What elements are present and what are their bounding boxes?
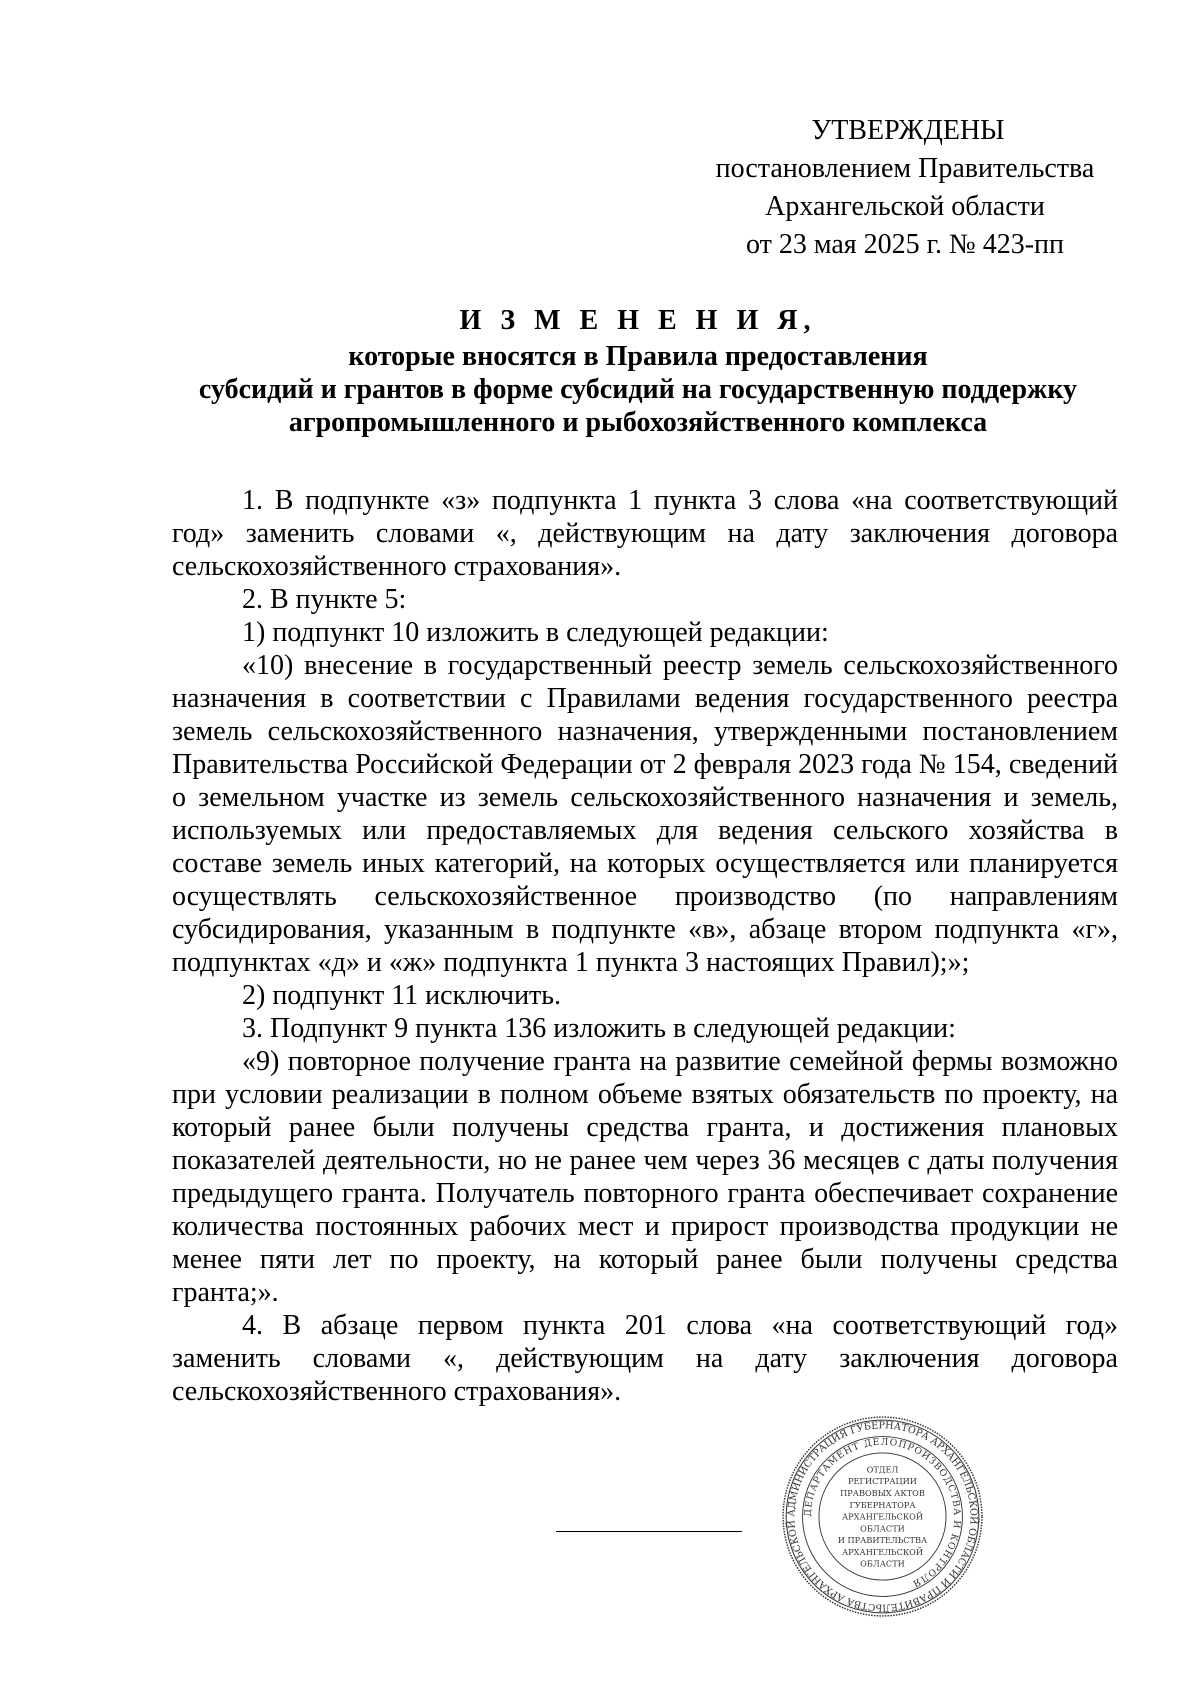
paragraph-quote-9: «9) повторное получение гранта на развитие семейной фермы возможно при условии реализации в полном объеме взятых обязательств по проекту, на который ранее были получены средства гранта, и достижения плановых показателей деятельности, но не ранее чем через 36 месяцев с даты получения предыдущего гранта. Получатель повторного гранта обеспечивает сохранение количества постоянных рабочих мест и прирост производства продукции не менее пяти лет по проекту, на который ранее были получены средства гранта;». bbox=[172, 1046, 1118, 1308]
seal-center-line: АРХАНГЕЛЬСКОЙ bbox=[841, 1511, 924, 1522]
seal-center-line: РЕГИСТРАЦИИ bbox=[848, 1476, 917, 1487]
approval-line: Архангельской области bbox=[765, 191, 1045, 222]
signature-line bbox=[556, 1531, 742, 1532]
paragraph-item-3: 3. Подпункт 9 пункта 136 изложить в следующей редакции: bbox=[242, 1013, 956, 1044]
official-seal bbox=[780, 1414, 985, 1619]
approval-line: постановлением Правительства bbox=[715, 153, 1095, 184]
seal-center-line: И ПРАВИТЕЛЬСТВА bbox=[837, 1535, 928, 1546]
seal-center-line: АРХАНГЕЛЬСКОЙ bbox=[841, 1546, 924, 1557]
paragraph-item-2: 2. В пункте 5: bbox=[242, 584, 407, 615]
title-line: субсидий и грантов в форме субсидий на государственную поддержку bbox=[198, 374, 1078, 405]
paragraph-item-1: 1. В подпункте «з» подпункта 1 пункта 3 слова «на соответствующий год» заменить словами «, действующим на дату заключения договора сельскохозяйственного страхования». bbox=[172, 485, 1118, 582]
seal-inner-ring-text: ДЕПАРТАМЕНТ ДЕЛОПРОИЗВОДСТВА И КОНТРОЛЯ bbox=[802, 1436, 963, 1590]
document-body bbox=[172, 484, 1118, 1408]
paragraph-subitem-1: 1) подпункт 10 изложить в следующей редакции: bbox=[242, 617, 829, 648]
approval-date-number: от 23 мая 2025 г. № 423-пп bbox=[745, 229, 1065, 260]
seal-center-line: ГУБЕРНАТОРА bbox=[849, 1499, 916, 1510]
seal-center-line: ОБЛАСТИ bbox=[860, 1558, 905, 1569]
seal-graphic bbox=[780, 1414, 985, 1619]
title-line: агропромышленного и рыбохозяйственного комплекса bbox=[288, 407, 988, 438]
seal-center-line: ОТДЕЛ bbox=[866, 1464, 899, 1475]
document-title bbox=[168, 304, 1108, 439]
approval-block bbox=[705, 112, 1105, 264]
title-line: которые вносятся в Правила предоставления bbox=[348, 341, 928, 372]
title-main: И З М Е Н Е Н И Я, bbox=[459, 305, 817, 336]
seal-center-line: ОБЛАСТИ bbox=[860, 1523, 905, 1534]
seal-center-line: ПРАВОВЫХ АКТОВ bbox=[840, 1488, 925, 1498]
approval-heading: УТВЕРЖДЕНЫ bbox=[811, 115, 1005, 146]
seal-outer-ring-text: АДМИНИСТРАЦИЯ ГУБЕРНАТОРА АРХАНГЕЛЬСКОЙ ОБЛАСТИ И ПРАВИТЕЛЬСТВА АРХАНГЕЛЬСКОЙ bbox=[786, 1420, 979, 1613]
paragraph-quote-10: «10) внесение в государственный реестр земель сельскохозяйственного назначения в соответствии с Правилами ведения государственного реестра земель сельскохозяйственного назначения, утвержденными постановлением Правительства Российской Федерации от 2 февраля 2023 года № 154, сведений о земельном участке из земель сельскохозяйственного назначения и земель, используемых или предоставляемых для ведения сельского хозяйства в составе земель иных категорий, на которых осуществляется или планируется осуществлять сельскохозяйственное производство (по направлениям субсидирования, указанным в подпункте «в», абзаце втором подпункта «г», подпунктах «д» и «ж» подпункта 1 пункта 3 настоящих Правил);»; bbox=[172, 650, 1118, 978]
paragraph-subitem-2: 2) подпункт 11 исключить. bbox=[242, 980, 562, 1011]
paragraph-item-4: 4. В абзаце первом пункта 201 слова «на соответствующий год» заменить словами «, действующим на дату заключения договора сельскохозяйственного страхования». bbox=[172, 1310, 1118, 1407]
seal-center-text bbox=[838, 1464, 928, 1568]
